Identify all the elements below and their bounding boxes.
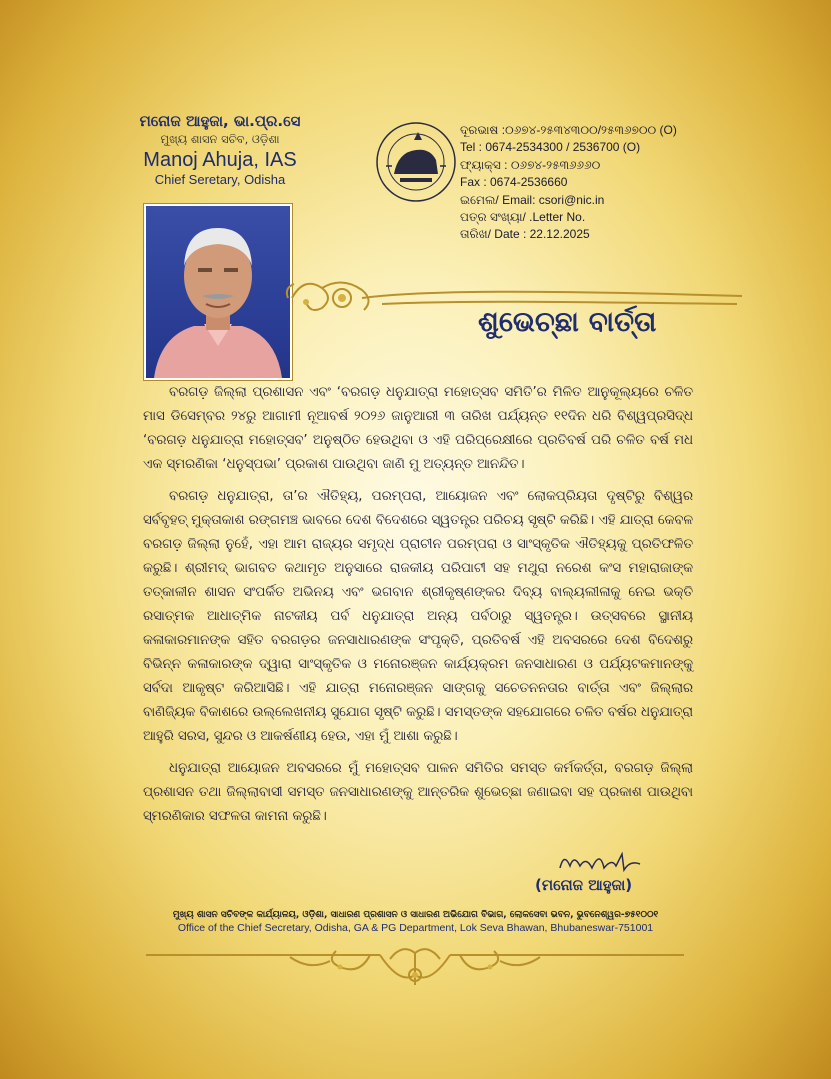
signatory-name: (ମନୋଜ ଆହୁଜା) <box>535 876 633 894</box>
bottom-flourish-ornament-icon <box>140 935 690 995</box>
phone-odia: ଦୂରଭାଷ :୦୬୭୪-୨୫୩୪୩୦୦/୨୫୩୬୭୦୦ (O) <box>460 123 677 137</box>
email: ଇମେଲ/ Email: csori@nic.in <box>460 192 605 207</box>
fax-english: Fax : 0674-2536660 <box>460 175 568 190</box>
sender-odia-title: ମୁଖ୍ୟ ଶାସନ ସଚିବ, ଓଡ଼ିଶା <box>160 132 280 146</box>
sender-block <box>120 112 320 187</box>
odisha-emblem-icon <box>374 120 458 204</box>
letter-number: ପତ୍ର ସଂଖ୍ୟା/ .Letter No. <box>460 210 586 225</box>
sender-odia-name: ମନୋଜ ଆହୁଜା, ଭା.ପ୍ର.ସେ <box>139 112 301 130</box>
paragraph: ଧନୁଯାତ୍ରା ଆୟୋଜନ ଅବସରରେ ମୁଁ ମହୋତ୍ସବ ପାଳନ ସମିତିର ସମସ୍ତ କର୍ମକର୍ତ୍ତା, ବରଗଡ଼ ଜିଲ୍ଲା ପ୍ରଶାସନ ତଥା ଜିଲ୍ଲାବାସୀ ସମସ୍ତ ଜନସାଧାରଣଙ୍କୁ ଆନ୍ତରିକ ଶୁଭେଚ୍ଛା ଜଣାଇବା ସହ ପ୍ରକାଶ ପାଉଥିବା ସ୍ମରଣିକାର ସଫଳତା କାମନା କରୁଛି। <box>143 761 693 824</box>
contact-block <box>460 122 740 244</box>
paragraph: ବରଗଡ଼ ଜିଲ୍ଲା ପ୍ରଶାସନ ଏବଂ ‘ବରଗଡ଼ ଧନୁଯାତ୍ରା ମହୋତ୍ସବ ସମିତି’ର ମିଳିତ ଆନୁକୂଲ୍ୟରେ ଚଳିତ ମାସ ଡିସେମ୍ବର ୨୪ରୁ ଆଗାମୀ ନୂଆବର୍ଷ ୨୦୨୬ ଜାନୁଆରୀ ୩ ତାରିଖ ପର୍ଯ୍ୟନ୍ତ ୧୧ଦିନ ଧରି ବିଶ୍ୱପ୍ରସିଦ୍ଧ ‘ବରଗଡ଼ ଧନୁଯାତ୍ରା ମହୋତ୍ସବ’ ଅନୁଷ୍ଠିତ ହେଉଥିବା ଓ ଏହି ପରିପ୍ରେକ୍ଷୀରେ ପ୍ରତିବର୍ଷ ପରି ଚଳିତ ବର୍ଷ ମଧ ଏକ ସ୍ମରଣିକା ‘ଧନୁସ୍ପଭା’ ପ୍ରକାଶ ପାଉଥିବା ଜାଣି ମୁ ଅତ୍ୟନ୍ତ ଆନନ୍ଦିତ। <box>143 385 693 472</box>
page-title: ଶୁଭେଚ୍ଛା ବାର୍ତ୍ତା <box>478 305 657 338</box>
footer-address-english: Office of the Chief Secretary, Odisha, GA & PG Department, Lok Seva Bhawan, Bhubaneswar-751001 <box>177 922 654 934</box>
handwritten-signature <box>556 848 646 876</box>
message-body <box>143 381 693 837</box>
paragraph: ବରଗଡ଼ ଧନୁଯାତ୍ରା, ତା’ର ଐତିହ୍ୟ, ପରମ୍ପରା, ଆୟୋଜନ ଏବଂ ଲୋକପ୍ରିୟତା ଦୃଷ୍ଟିରୁ ବିଶ୍ୱର ସର୍ବବୃହତ୍ ମୁକ୍ତାକାଶ ରଙ୍ଗମଞ୍ଚ ଭାବରେ ଦେଶ ବିଦେଶରେ ସ୍ୱତନ୍ତ୍ର ପରିଚୟ ସୃଷ୍ଟି କରିଛି। ଏହି ଯାତ୍ରା କେବଳ ବରଗଡ଼ ଜିଲ୍ଲା ନୁହେଁ, ଏହା ଆମ ରାଜ୍ୟର ସମୃଦ୍ଧ ପ୍ରାଚୀନ ପରମ୍ପରା ଓ ସାଂସ୍କୃତିକ ଐତିହ୍ୟକୁ ପ୍ରତିଫଳିତ କରୁଛି। ଶ୍ରୀମଦ୍ ଭାଗବତ କଥାମୃତ ଅନୁସାରେ ରାଜକୀୟ ପରିପାଟୀ ସହ ମଥୁରା ନରେଶ କଂସ ମହାରାଜାଙ୍କ ତତ୍କାଳୀନ ଶାସନ ସଂପର୍କିତ ଅଭିନୟ ଏବଂ ଭଗବାନ ଶ୍ରୀକୃଷ୍ଣଙ୍କର ଦିବ୍ୟ ବାଲ୍ୟଲୀଳାକୁ ନେଇ ଭକ୍ତି ରସାତ୍ମକ ଆଧାତ୍ମିକ ନାଟକୀୟ ପର୍ବ ଧନୁଯାତ୍ରା ଅନ୍ୟ ପର୍ବଠାରୁ ସ୍ୱତନ୍ତ୍ର। ଉତ୍ସବରେ ସ୍ଥାନୀୟ କଳାକାରମାନଙ୍କ ସହିତ ବରଗଡ଼ର ଜନସାଧାରଣଙ୍କ ସଂପୃକ୍ତି, ପ୍ରତିବର୍ଷ ଏହି ଅବସରରେ ଦେଶ ବିଦେଶରୁ ବିଭିନ୍ନ କଳାକାରଙ୍କ ଦ୍ୱାରା ସାଂସ୍କୃତିକ ଓ ମନୋରଞ୍ଜନ କାର୍ଯ୍ୟକ୍ରମ ଜନସାଧାରଣ ଓ ପର୍ଯ୍ୟଟକମାନଙ୍କୁ ସର୍ବଦା ଆକୃଷ୍ଟ କରିଆସିଛି। ଏହି ଯାତ୍ରା ମନୋରଞ୍ଜନ ସାଙ୍ଗକୁ ସଚେତନନତାର ବାର୍ତ୍ତା ଏବଂ ଜିଲ୍ଲାର ବାଣିଜ୍ୟିକ ବିକାଶରେ ଉଲ୍ଲେଖନୀୟ ସୁଯୋଗ ସୃଷ୍ଟି କରୁଛି। ସମସ୍ତଙ୍କ ସହଯୋଗରେ ଚଳିତ ବର୍ଷର ଧନୁଯାତ୍ରା ଆହୁରି ସରସ, ସୁନ୍ଦର ଓ ଆକର୍ଷଣୀୟ ହେଉ, ଏହା ମୁଁ ଆଶା କରୁଛି। <box>143 489 693 744</box>
phone-english: Tel : 0674-2534300 / 2536700 (O) <box>460 140 641 155</box>
sender-english-title: Chief Seretary, Odisha <box>154 172 286 187</box>
footer-address-odia: ମୁଖ୍ୟ ଶାସନ ସଚିବଙ୍କ କାର୍ଯ୍ୟାଳୟ, ଓଡ଼ିଶା, ସାଧାରଣ ପ୍ରଶାସନ ଓ ସାଧାରଣ ଅଭିଯୋଗ ବିଭାଗ, ଲୋକସେବା ଭବନ, ଭୁବନେଶ୍ୱର-୭୫୧୦୦୧ <box>172 910 659 920</box>
letter-date: ତାରିଖ/ Date : 22.12.2025 <box>460 227 590 242</box>
sender-english-name: Manoj Ahuja, IAS <box>143 149 297 171</box>
portrait-photo <box>144 204 292 380</box>
fax-odia: ଫ୍ୟାକ୍ସ : ୦୬୭୪-୨୫୩୬୬୬୦ <box>460 157 601 172</box>
